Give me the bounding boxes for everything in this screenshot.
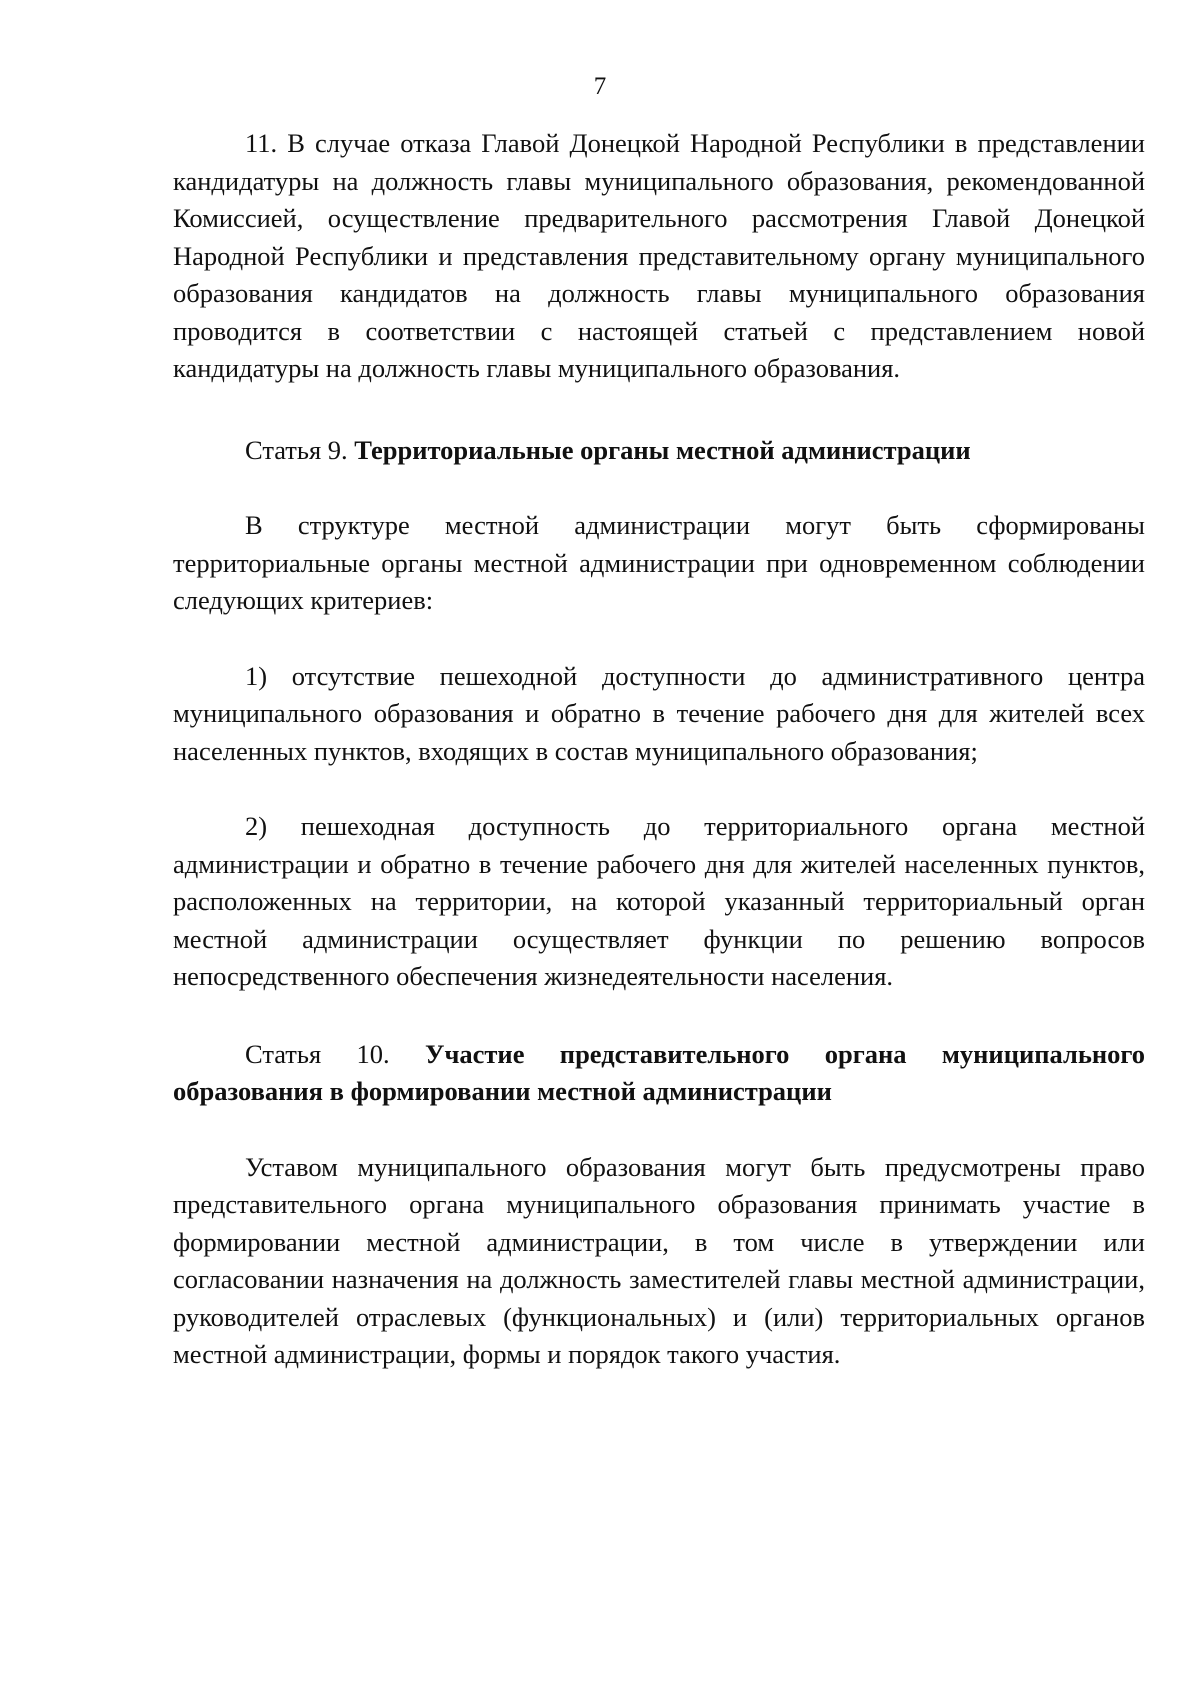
article-9-heading: [173, 432, 1145, 470]
article-10-prefix: Статья 10.: [245, 1038, 390, 1069]
page-number: 7: [593, 73, 607, 100]
article-10-body: Уставом муниципального образования могут быть предусмотрены право представительного органа муниципального образования принимать участие в формировании местной администрации, в том числе в утверждении или согласовании назначения на должность заместителей главы местной администрации, руководителей отраслевых (функциональных) и (или) территориальных органов местной администрации, формы и порядок такого участия.: [173, 1151, 1145, 1369]
article-10-heading: [173, 1036, 1145, 1111]
paragraph-11: 11. В случае отказа Главой Донецкой Народной Республики в представлении кандидатуры на должность главы муниципального образования, рекомендованной Комиссией, осуществление предварительного рассмотрения Главой Донецкой Народной Республики и представления представительному органу муниципального образования кандидатов на должность главы муниципального образования проводится в соответствии с настоящей статьей с представлением новой кандидатуры на должность главы муниципального образования.: [173, 128, 1145, 383]
article-9-criterion-1: 1) отсутствие пешеходной доступности до административного центра муниципального образования и обратно в течение рабочего дня для жителей всех населенных пунктов, входящих в состав муниципального образования;: [173, 660, 1145, 766]
document-body: [173, 125, 1145, 1374]
article-9-prefix: Статья 9.: [245, 434, 348, 465]
article-10-title: Участие представительного органа муниципального образования в формировании местной администрации: [173, 1038, 1146, 1106]
article-9-title: Территориальные органы местной администрации: [354, 434, 971, 465]
article-9-criterion-2: 2) пешеходная доступность до территориального органа местной администрации и обратно в течение рабочего дня для жителей населенных пунктов, расположенных на территории, на которой указанный территориальный орган местной администрации осуществляет функции по решению вопросов непосредственного обеспечения жизнедеятельности населения.: [173, 811, 1145, 991]
article-9-intro: В структуре местной администрации могут быть сформированы территориальные органы местной администрации при одновременном соблюдении следующих критериев:: [173, 510, 1145, 615]
